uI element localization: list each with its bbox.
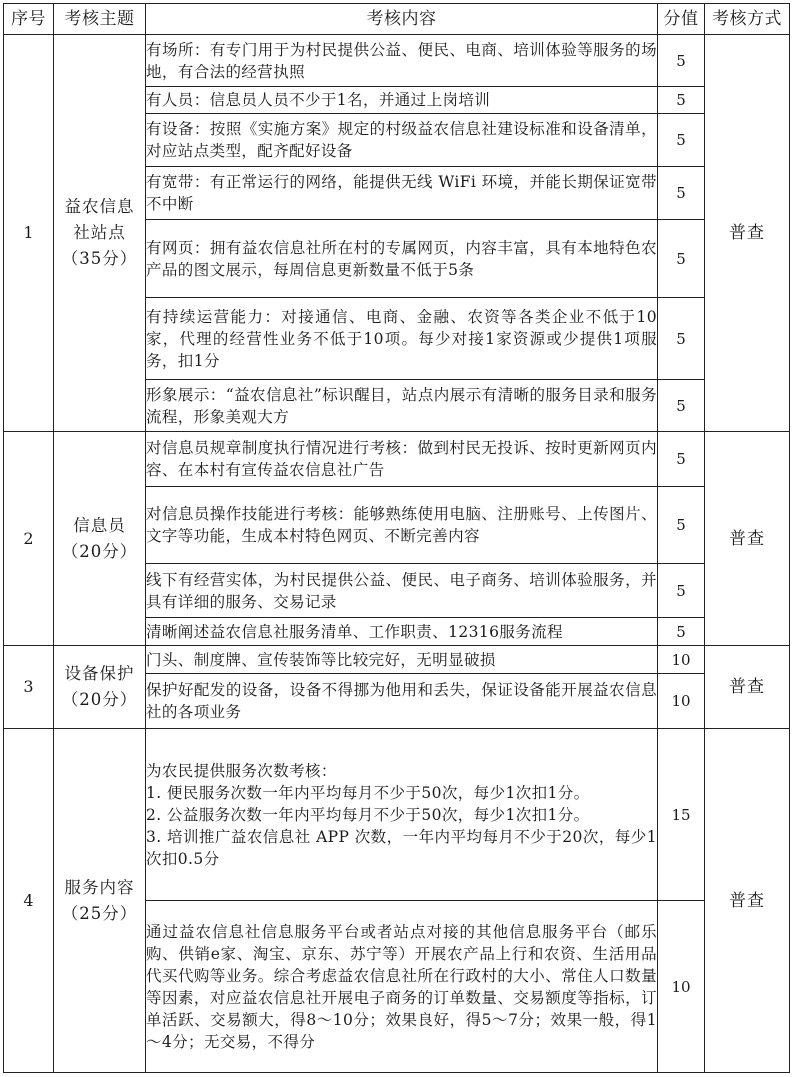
section-4-topic: 服务内容 （25分） — [54, 729, 146, 1073]
item-content: 清晰阐述益农信息社服务清单、工作职责、12316服务流程 — [146, 618, 658, 646]
item-content: 有人员：信息员人员不少于1名，并通过上岗培训 — [146, 87, 658, 114]
item-score: 5 — [658, 167, 705, 220]
table-row — [4, 35, 790, 87]
item-content: 对信息员规章制度执行情况进行考核：做到村民无投诉、按时更新网页内容、在本村有宣传益农信息社广告 — [146, 432, 658, 487]
item-content: 保护好配发的设备，设备不得挪为他用和丢失，保证设备能开展益农信息社的各项业务 — [146, 674, 658, 729]
item-content: 有网页：拥有益农信息社所在村的专属网页，内容丰富，具有本地特色农产品的图文展示，每周信息更新数量不低于5条 — [146, 220, 658, 298]
header-method: 考核方式 — [705, 4, 790, 35]
assessment-table — [3, 3, 790, 1073]
item-score: 5 — [658, 564, 705, 618]
header-topic: 考核主题 — [54, 4, 146, 35]
table-row — [4, 729, 790, 901]
item-content: 门头、制度牌、宣传装饰等比较完好，无明显破损 — [146, 646, 658, 674]
header-content: 考核内容 — [146, 4, 658, 35]
item-content: 有设备：按照《实施方案》规定的村级益农信息社建设标准和设备清单，对应站点类型，配齐配好设备 — [146, 114, 658, 167]
item-score: 5 — [658, 618, 705, 646]
item-content: 有场所：有专门用于为村民提供公益、便民、电商、培训体验等服务的场地，有合法的经营执照 — [146, 35, 658, 87]
item-score: 10 — [658, 901, 705, 1073]
item-score: 10 — [658, 646, 705, 674]
item-score: 5 — [658, 432, 705, 487]
item-content: 对信息员操作技能进行考核：能够熟练使用电脑、注册账号、上传图片、文字等功能，生成本村特色网页、不断完善内容 — [146, 487, 658, 564]
item-content: 有持续运营能力：对接通信、电商、金融、农资等各类企业不低于10家，代理的经营性业务不低于10项。每少对接1家资源或少提供1项服务，扣1分 — [146, 298, 658, 380]
item-content: 线下有经营实体，为村民提供公益、便民、电子商务、培训体验服务，并具有详细的服务、交易记录 — [146, 564, 658, 618]
header-no: 序号 — [4, 4, 54, 35]
item-content: 有宽带：有正常运行的网络，能提供无线 WiFi 环境，并能长期保证宽带不中断 — [146, 167, 658, 220]
section-2-no: 2 — [4, 432, 54, 646]
section-2-method: 普查 — [705, 432, 790, 646]
section-4-method: 普查 — [705, 729, 790, 1073]
section-1-no: 1 — [4, 35, 54, 432]
section-1-topic: 益农信息 社站点 （35分） — [54, 35, 146, 432]
table-row — [4, 646, 790, 674]
section-3-no: 3 — [4, 646, 54, 729]
item-score: 10 — [658, 674, 705, 729]
item-score: 5 — [658, 298, 705, 380]
item-content: 通过益农信息社信息服务平台或者站点对接的其他信息服务平台（邮乐购、供销e家、淘宝、京东、苏宁等）开展农产品上行和农资、生活用品代买代购等业务。综合考虑益农信息社所在行政村的大小、常住人口数量等因素，对应益农信息社开展电子商务的订单数量、交易额度等指标，订单活跃、交易额大，得8～10分；效果良好，得5～7分；效果一般，得1～4分；无交易，不得分 — [146, 901, 658, 1073]
item-score: 5 — [658, 87, 705, 114]
item-score: 5 — [658, 114, 705, 167]
item-score: 5 — [658, 220, 705, 298]
section-3-topic: 设备保护 （20分） — [54, 646, 146, 729]
section-2-topic: 信息员 （20分） — [54, 432, 146, 646]
section-3-method: 普查 — [705, 646, 790, 729]
header-score: 分值 — [658, 4, 705, 35]
header-row — [4, 4, 790, 35]
section-4-no: 4 — [4, 729, 54, 1073]
table-row — [4, 432, 790, 487]
item-score: 5 — [658, 380, 705, 432]
section-1-method: 普查 — [705, 35, 790, 432]
item-score: 5 — [658, 487, 705, 564]
item-content: 为农民提供服务次数考核： 1. 便民服务次数一年内平均每月不少于50次，每少1次扣1分。 2. 公益服务次数一年内平均每月不少于50次，每少1次扣1分。 3. 培训推广益农信息社 APP 次数，一年内平均每月不少于20次，每少1次扣0.5分 — [146, 729, 658, 901]
item-score: 5 — [658, 35, 705, 87]
item-content: 形象展示：“益农信息社”标识醒目，站点内展示有清晰的服务目录和服务流程，形象美观大方 — [146, 380, 658, 432]
item-score: 15 — [658, 729, 705, 901]
